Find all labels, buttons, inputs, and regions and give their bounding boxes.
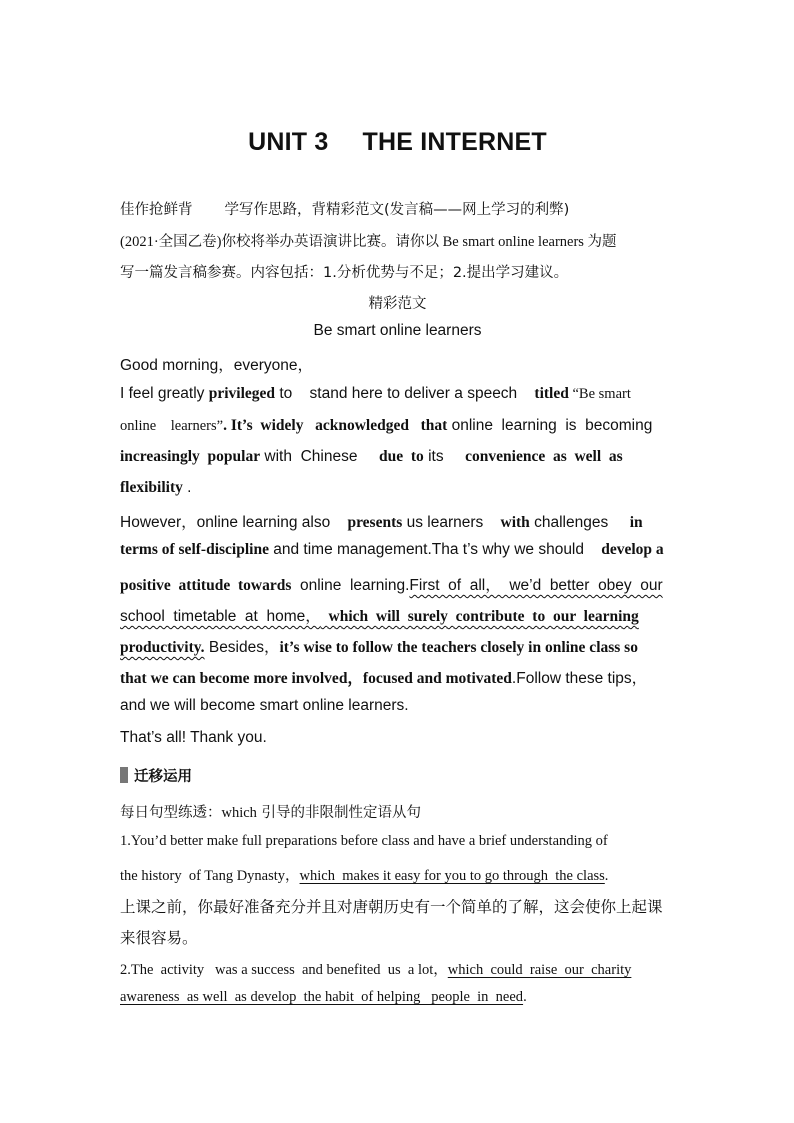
essay-p2-line-2 [120,541,675,559]
text: its [423,448,466,465]
page-title [120,128,675,157]
key-phrase: . It’s widely acknowledged that [223,417,448,434]
essay-greeting: Good morning，everyone， [120,357,313,374]
text: online learning is becoming [447,417,653,434]
highlighted-clause: which will surely contribute to our learning [320,608,639,625]
section-marker-icon [120,767,128,783]
underlined-clause: awareness as well as develop the habit of helping people in need [120,989,524,1005]
text: Besides， [204,639,280,656]
essay-closing: That’s all! Thank you. [120,729,267,746]
text: and time management.Tha t’s why we should [268,541,602,558]
text: .Follow these tips， [511,670,648,687]
key-phrase: it’s wise to follow the teachers closely in online class so [279,639,638,656]
sentence-2-line-2 [120,989,675,1006]
text: with Chinese [260,448,379,465]
drill-description: 引导的非限制性定语从句 [256,805,422,821]
key-phrase: terms of self-discipline [120,541,269,558]
essay-p2-line-4 [120,604,675,626]
text: us learners [402,514,501,531]
title-topic: THE INTERNET [362,128,547,156]
essay-p1-line-1 [120,385,675,403]
underlined-clause: which makes it easy for you to go through the class [299,868,605,884]
text: online learners” [120,418,224,434]
essay-p2-line-6 [120,666,675,688]
title-unit: UNIT 3 [248,128,329,156]
key-phrase: develop a [601,541,664,558]
essay-p2-line-3 [120,573,675,595]
text: to stand here to deliver a speech [275,385,535,402]
essay-p2-line-7: and we will become smart online learners. [120,697,409,714]
essay-p2-line-1 [120,510,675,532]
text: I feel greatly [120,385,209,402]
essay-p2-line-5 [120,635,675,657]
key-phrase: in [629,514,643,531]
text: However，online learning also [120,514,348,531]
underlined-clause: which could raise our charity [447,962,632,978]
text: challenges [529,514,630,531]
drill-label [120,801,675,822]
section-subtitle: 学写作思路，背精彩范文(发言稿——网上学习的利弊) [224,202,570,218]
highlighted-clause: productivity. [120,639,205,656]
drill-label-text: 每日句型练透： [120,805,222,821]
task-line-2: 写一篇发言稿参赛。内容包括：1.分析优势与不足；2.提出学习建议。 [120,265,569,281]
essay-p1-line-3 [120,448,675,466]
essay-p1-line-2 [120,417,675,435]
essay-title: Be smart online learners [313,322,482,339]
sentence-1-line-1: 1.You’d better make full preparations before class and have a brief understanding of [120,833,608,849]
text: . [523,989,527,1005]
sentence-1-translation-1: 上课之前，你最好准备充分并且对唐朝历史有一个简单的了解，这会使你上起课 [120,898,663,916]
key-phrase: due to [379,448,424,465]
key-phrase: with [500,514,530,531]
key-phrase: privileged [208,385,276,402]
key-phrase: flexibility [120,479,183,496]
essay-label: 精彩范文 [368,296,427,312]
key-phrase: that we can become more involved，focused and motivated [120,670,512,687]
text: . [182,479,192,496]
key-phrase: titled [534,385,569,402]
task-line-1: (2021·全国乙卷)你校将举办英语演讲比赛。请你以 Be smart online learners 为题 [120,234,617,250]
text: the history of Tang Dynasty， [120,868,300,884]
sentence-1-line-2 [120,864,675,885]
text: 2.The activity was a success and benefited us a lot， [120,962,448,978]
highlighted-sentence: school timetable at home， [120,608,321,625]
section-header [120,198,675,219]
key-phrase: increasingly popular [120,448,261,465]
essay-p1-line-4 [120,479,675,497]
text: . [604,868,609,884]
transfer-heading [120,765,675,786]
sentence-2-line-1 [120,958,675,979]
text: “Be smart [568,386,631,402]
key-phrase: positive attitude towards [120,577,292,594]
section-tag: 佳作抢鲜背 [120,202,193,218]
drill-keyword: which [221,805,257,821]
key-phrase: presents [347,514,403,531]
sentence-1-translation-2: 来很容易。 [120,929,198,947]
text: online learning. [291,577,410,594]
key-phrase: convenience as well as [465,448,623,465]
transfer-heading-text: 迁移运用 [134,769,192,785]
highlighted-sentence: First of all， we’d better obey our [409,577,663,594]
